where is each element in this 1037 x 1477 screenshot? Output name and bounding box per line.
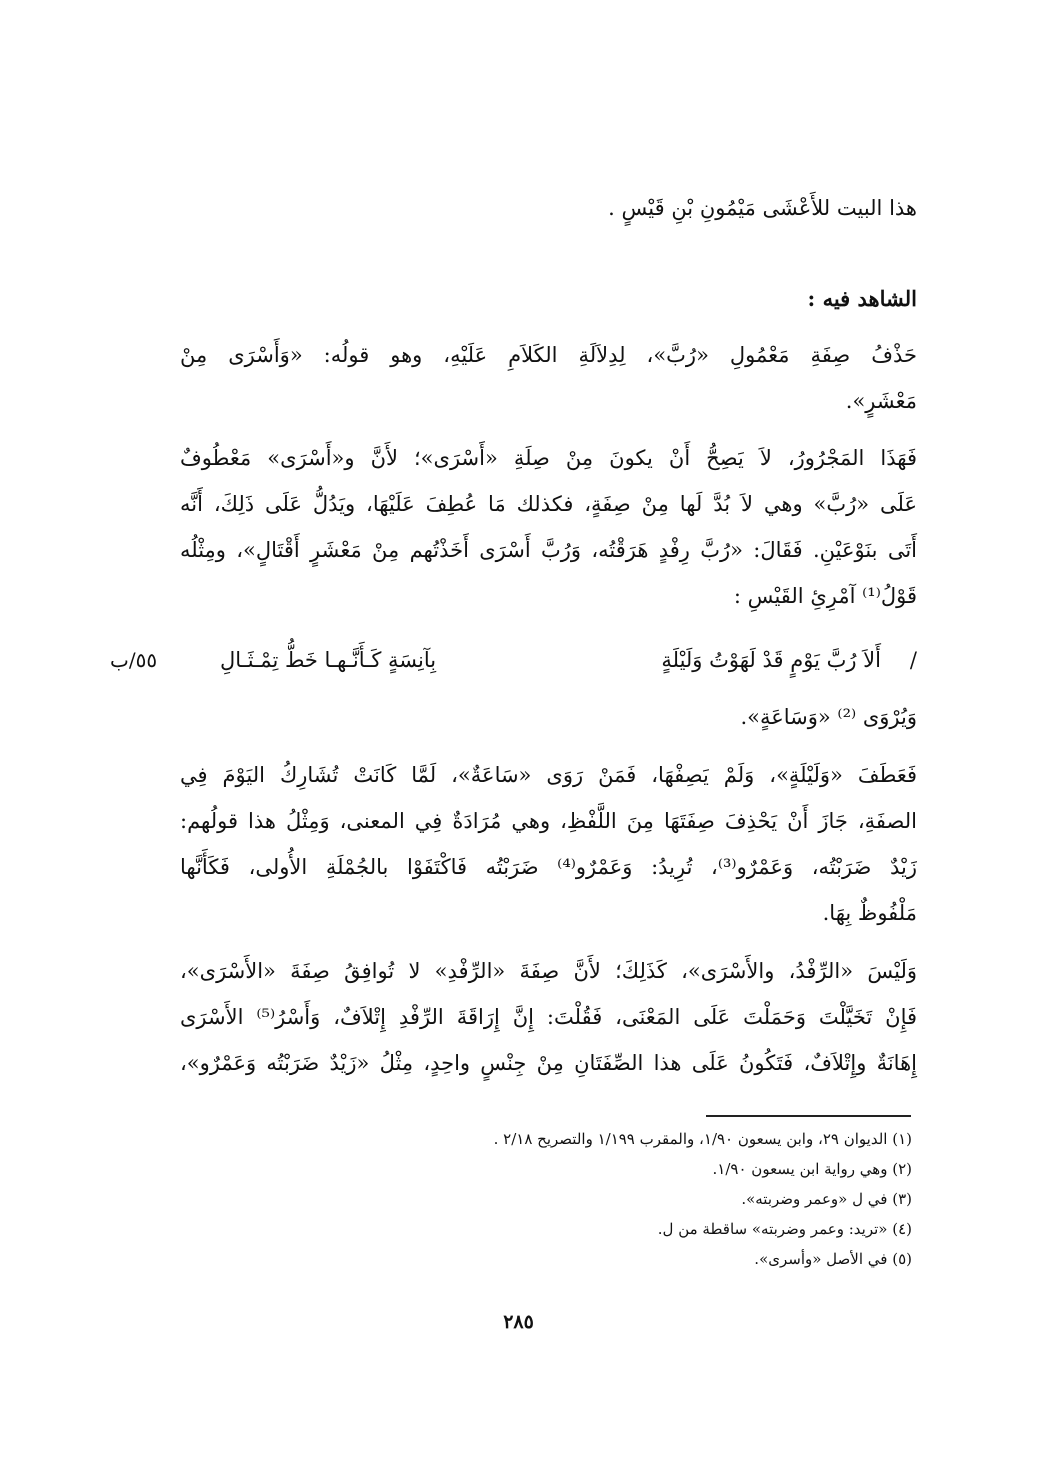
paragraph-4-line-1: وَلَيْسَ «الرِّفْدُ، والأَسْرَى»، كَذَلِكَ؛ لأَنَّ صِفَةَ «الرِّفْدِ» لا تُوافِقُ صِفَةَ «الأَسْرَى»،	[180, 959, 917, 983]
footnote-3: (٣) في ل «وعمر وضربته».	[741, 1190, 912, 1208]
verse-marker: /	[909, 648, 917, 672]
paragraph-4-line-2: فَإِنْ تَخَيَّلْتَ وَحَمَلْتَ عَلَى المَعْنَى، فَقُلْتَ: إِنَّ إِرَاقَةَ الرِّفْدِ إِتْلاَفٌ، وَأَسْرُ⁽⁵⁾ الأَسْرَى	[180, 1005, 918, 1029]
paragraph-3-line-3: زَيْدٌ ضَرَبْتُه، وَعَمْرٌو⁽³⁾، تُرِيدُ: وَعَمْرٌو⁽⁴⁾ ضَرَبْتُه فَاكْتَفَوْا بالجُمْلَةِ الأُولى، فَكَأَنَّها	[180, 855, 918, 879]
paragraph-2-line-3: أَتَى بنَوْعَيْنِ. فَقَالَ: «رُبَّ رِفْدٍ هَرَقْتُه، وَرُبَّ أَسْرَى أَخَذْتُهم مِنْ مَعْشَرٍ أَقْتَالٍ»، ومِثْلُه	[180, 538, 917, 562]
paragraph-4-line-3: إِهَانَةٌ وإِتْلاَفٌ، فَتَكُونُ عَلَى هذا الصِّفَتَانِ مِنْ جِنْسٍ واحِدٍ، مِثْلُ «زَيْدٌ ضَرَبْتُه وَعَمْرٌو»،	[180, 1051, 917, 1075]
variant-line: وَيُرْوَى ⁽²⁾ «وَسَاعَةٍ».	[740, 705, 917, 729]
paragraph-2-line-1: فَهَذَا المَجْرُورُ، لاَ يَصِحُّ أَنْ يكونَ مِنْ صِلَةِ «أَسْرَى»؛ لأَنَّ و«أَسْرَى» مَعْطُوفٌ	[180, 446, 917, 470]
footnote-4: (٤) «تريد: وعمر وضربته» ساقطة من ل.	[657, 1220, 912, 1238]
paragraph-3-line-1: فَعَطَفَ «وَلَيْلَةٍ»، وَلَمْ يَصِفْهَا، فَمَنْ رَوَى «سَاعَةٌ»، لَمَّا كَانَتْ تُشَارِكُ اليَوْمَ فِي	[180, 763, 917, 787]
paragraph-1-line-2: مَعْشَرٍ».	[845, 389, 917, 413]
paragraph-2-line-4: قَوْلُ⁽¹⁾ آمْرِئِ القَيْسِ :	[733, 584, 917, 608]
footnote-1: (١) الديوان ٢٩، وابن يسعون ١/٩٠، والمقرب ١/١٩٩ والتصريح ٢/١٨ .	[493, 1130, 912, 1148]
section-heading: الشاهد فيه :	[807, 286, 917, 311]
verse-second-hemistich: بِآنِسَةٍ كَـأَنَّـهـا خَطُّ تِمْـثَـالِ	[220, 648, 437, 672]
margin-folio-note: ٥٥/ب	[110, 648, 158, 672]
intro-line: هذا البيت للأَعْشَى مَيْمُونِ بْنِ قَيْسٍ .	[608, 196, 917, 220]
footnote-rule	[706, 1115, 911, 1117]
paragraph-3-line-2: الصفَةِ، جَازَ أَنْ يَحْذِفَ صِفَتَهَا مِنَ اللَّفْظِ، وهي مُرَادَةٌ فِي المعنى، وَمِثْلُ هذا قولُهم:	[180, 809, 917, 833]
verse-first-hemistich: أَلاَ رُبَّ يَوْمٍ قَدْ لَهَوْتُ وَلَيْلَةٍ	[661, 648, 881, 672]
paragraph-3-line-4: مَلْفُوظٌ بِهَا.	[822, 901, 917, 925]
footnote-2: (٢) وهي رواية ابن يسعون ١/٩٠.	[712, 1160, 912, 1178]
verse-line	[180, 643, 917, 677]
footnote-5: (٥) في الأصل «وأسرى».	[754, 1250, 912, 1268]
paragraph-1-line-1: حَذْفُ صِفَةِ مَعْمُولِ «رُبَّ»، لِدِلاَلَةِ الكَلاَمِ عَلَيْهِ، وهو قولُه: «وَأَسْرَى مِنْ	[180, 343, 917, 367]
page-number: ٢٨٥	[503, 1311, 534, 1333]
paragraph-2-line-2: عَلَى «رُبَّ» وهي لاَ بُدَّ لَها مِنْ صِفَةٍ، فكذلك مَا عُطِفَ عَلَيْهَا، ويَدُلُّ عَلَى ذَلِكَ، أَنَّه	[180, 492, 917, 516]
